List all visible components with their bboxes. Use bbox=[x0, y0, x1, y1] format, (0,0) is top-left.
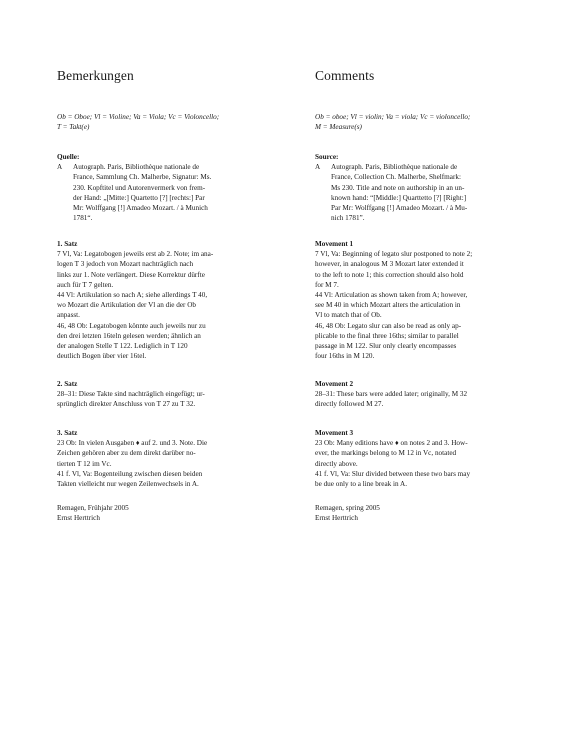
signature-place-date: Remagen, spring 2005 bbox=[315, 504, 380, 512]
source-line: Mr: Wolffgang [!] Amadeo Mozart. / à Munich bbox=[73, 204, 208, 213]
comment-line: 7 Vl, Va: Legatobogen jeweils erst ab 2. Note; im ana- bbox=[57, 250, 214, 259]
source-line: Autograph. Paris, Bibliothèque nationale de bbox=[73, 163, 200, 172]
comment-line: Vl to match that of Ob. bbox=[315, 311, 382, 320]
comment-line: passage in M 122. Slur only clearly encompasses bbox=[315, 342, 457, 351]
comment-line: directly followed M 27. bbox=[315, 400, 384, 409]
source-entry bbox=[57, 162, 287, 223]
comment-line: 23 Ob: Many editions have ♦ on notes 2 and 3. How- bbox=[315, 439, 468, 448]
source-line: known hand: “[Middle:] Quarttetto [?] [Right:] bbox=[331, 193, 467, 202]
movement-2-title: Movement 2 bbox=[315, 380, 354, 388]
movement-3-section bbox=[57, 428, 287, 489]
signature-place-date: Remagen, Frühjahr 2005 bbox=[57, 504, 129, 512]
comment-entry bbox=[57, 321, 287, 362]
comment-line: 7 Vl, Va: Beginning of legato slur postponed to note 2; bbox=[315, 250, 473, 259]
comment-line: 28–31: These bars were added later; originally, M 32 bbox=[315, 390, 468, 399]
comment-entry bbox=[315, 389, 545, 409]
abbreviations-line-2: M = Measure(s) bbox=[315, 123, 362, 132]
comment-line: logen T 3 jedoch von Mozart nachträglich nach bbox=[57, 260, 194, 269]
movement-3-section bbox=[315, 428, 545, 489]
comment-entry bbox=[57, 469, 287, 489]
comment-line: be due only to a line break in A. bbox=[315, 480, 408, 489]
comment-line: directly above. bbox=[315, 459, 358, 468]
abbreviations bbox=[57, 112, 287, 132]
comment-line: deutlich Bogen über vier 16tel. bbox=[57, 352, 147, 361]
comment-line: plicable to the final three 16ths; similar to parallel bbox=[315, 331, 459, 340]
comment-entry bbox=[57, 249, 287, 290]
source-title: Source: bbox=[315, 153, 339, 161]
abbreviations-line-1: Ob = oboe; Vl = violin; Va = viola; Vc = violoncello; bbox=[315, 113, 471, 121]
comment-line: 41 f. Vl, Va: Bogenteilung zwischen diesen beiden bbox=[57, 469, 203, 478]
movement-2-section bbox=[315, 379, 545, 410]
comment-line: der analogen Stelle T 122. Lediglich in T 120 bbox=[57, 342, 188, 351]
movement-3-title: Movement 3 bbox=[315, 429, 354, 437]
comment-line: sprünglich direkter Anschluss von T 27 zu T 32. bbox=[57, 400, 196, 409]
source-section bbox=[315, 152, 545, 223]
source-line: 230. Kopftitel und Autorenvermerk von frem- bbox=[73, 183, 206, 192]
source-text bbox=[73, 162, 287, 223]
comment-line: den drei letzten 16teln gelesen werden; ähnlich an bbox=[57, 331, 201, 340]
comment-line: however, in analogous M 3 Mozart later extended it bbox=[315, 260, 464, 269]
comment-line: 46, 48 Ob: Legato slur can also be read as only ap- bbox=[315, 321, 462, 330]
signature bbox=[57, 503, 287, 523]
source-line: der Hand: „[Mitte:] Quartetto [?] [rechts:] Par bbox=[73, 193, 205, 202]
signature-name: Ernst Herttrich bbox=[315, 514, 358, 523]
comment-line: to the left to note 1; this correction should also hold bbox=[315, 270, 464, 279]
signature bbox=[315, 503, 545, 523]
comment-line: four 16ths in M 120. bbox=[315, 352, 375, 361]
source-section bbox=[57, 152, 287, 223]
source-text bbox=[331, 162, 545, 223]
comment-entry bbox=[315, 290, 545, 321]
source-line: Par Mr: Wolffgang [!] Amadeo Mozart. / à Mu- bbox=[331, 204, 468, 213]
comment-line: 44 Vl: Artikulation so nach A; siehe allerdings T 40, bbox=[57, 291, 208, 300]
comment-line: 23 Ob: In vielen Ausgaben ♦ auf 2. und 3. Note. Die bbox=[57, 439, 208, 448]
comment-entry bbox=[57, 438, 287, 469]
comment-line: ever, the markings belong to M 12 in Vc, notated bbox=[315, 449, 457, 458]
source-line: 1781“. bbox=[73, 214, 93, 223]
comment-line: auch für T 7 gelten. bbox=[57, 280, 114, 289]
abbreviations bbox=[315, 112, 545, 132]
source-key: A bbox=[315, 163, 321, 172]
comment-line: tierten T 12 im Vc. bbox=[57, 459, 112, 468]
comment-line: Takten vielleicht nur wegen Zeilenwechsels in A. bbox=[57, 480, 199, 489]
comment-line: Zeichen gehören aber zu dem direkt darüber no- bbox=[57, 449, 196, 458]
movement-1-section bbox=[315, 239, 545, 361]
comment-entry bbox=[315, 321, 545, 362]
comment-entry bbox=[57, 389, 287, 409]
comment-line: 46, 48 Ob: Legatobogen könnte auch jeweils nur zu bbox=[57, 321, 206, 330]
source-line: Ms 230. Title and note on authorship in an un- bbox=[331, 183, 465, 192]
comment-line: 44 Vl: Articulation as shown taken from A; however, bbox=[315, 291, 468, 300]
source-title: Quelle: bbox=[57, 153, 80, 161]
source-key: A bbox=[57, 163, 63, 172]
comment-line: 28–31: Diese Takte sind nachträglich eingefügt; ur- bbox=[57, 390, 205, 399]
movement-2-section bbox=[57, 379, 287, 410]
comment-line: 41 f. Vl, Va: Slur divided between these two bars may bbox=[315, 469, 471, 478]
source-line: nich 1781”. bbox=[331, 214, 365, 223]
abbreviations-line-1: Ob = Oboe; Vl = Violine; Va = Viola; Vc = Violoncello; bbox=[57, 113, 220, 121]
movement-3-title: 3. Satz bbox=[57, 429, 78, 437]
movement-1-title: 1. Satz bbox=[57, 240, 78, 248]
source-line: France, Collection Ch. Malherbe, Shelfmark: bbox=[331, 173, 461, 182]
signature-name: Ernst Herttrich bbox=[57, 514, 100, 523]
movement-1-title: Movement 1 bbox=[315, 240, 354, 248]
source-line: Autograph. Paris, Bibliothèque nationale de bbox=[331, 163, 458, 172]
comment-entry bbox=[57, 290, 287, 321]
comment-entry bbox=[315, 438, 545, 469]
source-entry bbox=[315, 162, 545, 223]
heading-comments: Comments bbox=[315, 68, 375, 83]
movement-1-section bbox=[57, 239, 287, 361]
comment-entry bbox=[315, 249, 545, 290]
comment-line: links zur 1. Note verlängert. Diese Korrektur dürfte bbox=[57, 270, 205, 279]
heading-bemerkungen: Bemerkungen bbox=[57, 68, 134, 83]
abbreviations-line-2: T = Takt(e) bbox=[57, 123, 90, 132]
comment-line: for M 7. bbox=[315, 280, 339, 289]
comment-line: wo Mozart die Artikulation der Vl an die der Ob bbox=[57, 301, 196, 310]
source-line: France, Sammlung Ch. Malherbe, Signatur: Ms. bbox=[73, 173, 212, 182]
movement-2-title: 2. Satz bbox=[57, 380, 78, 388]
comment-line: see M 40 in which Mozart alters the articulation in bbox=[315, 301, 461, 310]
comment-line: anpasst. bbox=[57, 311, 80, 320]
comment-entry bbox=[315, 469, 545, 489]
